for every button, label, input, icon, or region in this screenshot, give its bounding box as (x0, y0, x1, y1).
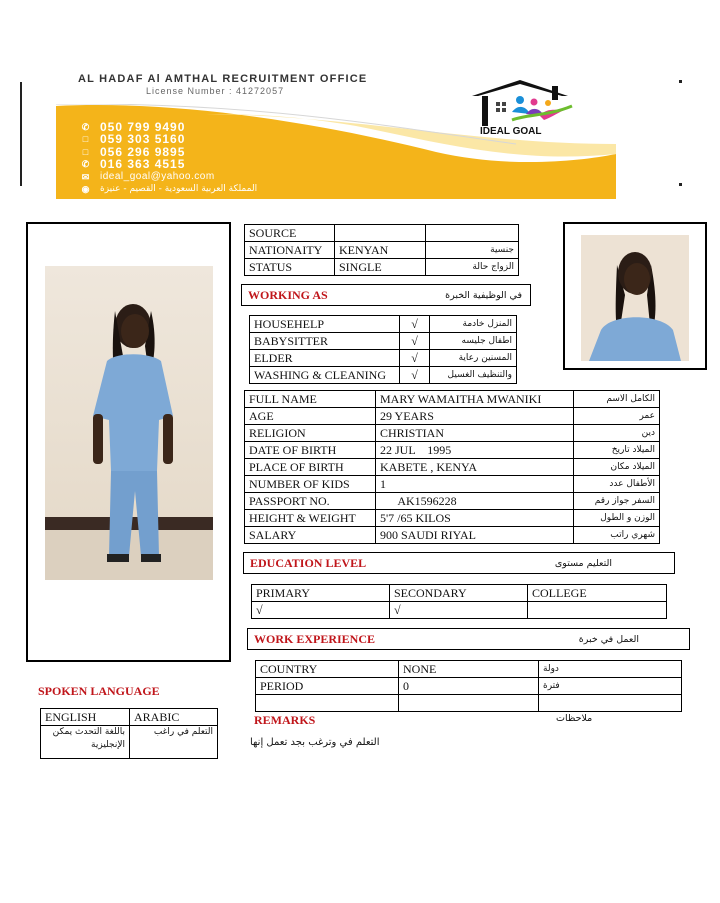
exp-label-ar: دولة (539, 661, 682, 678)
exp-label (256, 695, 399, 712)
table-row (245, 391, 660, 408)
detail-value: 29 YEARS (376, 408, 574, 425)
detail-label: FULL NAME (245, 391, 376, 408)
exp-label-ar (539, 695, 682, 712)
job-label-ar: المسنين رعاية (430, 350, 517, 367)
table-row (245, 510, 660, 527)
detail-label: HEIGHT & WEIGHT (245, 510, 376, 527)
header-corner-dot (679, 80, 682, 83)
table-row (245, 493, 660, 510)
table-row (245, 425, 660, 442)
detail-value: MARY WAMAITHA MWANIKI (376, 391, 574, 408)
email-icon: ✉ (81, 171, 91, 182)
phone-icon: □ (82, 134, 90, 145)
row-value: KENYAN (335, 242, 426, 259)
work-experience-heading (247, 628, 690, 650)
check-mark: √ (400, 350, 430, 367)
row-value (335, 225, 426, 242)
education-heading (243, 552, 675, 574)
work-experience-title: WORK EXPERIENCE (254, 631, 376, 646)
lang-value: باللغة التحدث يمكن الإنجليزية (41, 726, 130, 759)
working-as-heading (241, 284, 531, 306)
education-title: EDUCATION LEVEL (250, 555, 367, 570)
lang-value: التعلم في راغب (130, 726, 218, 759)
exp-label: PERIOD (256, 678, 399, 695)
edu-header: PRIMARY (252, 585, 390, 602)
detail-value: CHRISTIAN (376, 425, 574, 442)
remarks-title: REMARKS (254, 713, 316, 727)
spoken-language-table (40, 708, 218, 759)
detail-label: SALARY (245, 527, 376, 544)
portrait-photo (581, 235, 689, 361)
detail-value: KABETE , KENYA (376, 459, 574, 476)
phone-icon: ✆ (81, 159, 91, 170)
detail-label-ar: الكامل الاسم (574, 391, 660, 408)
job-label: BABYSITTER (250, 333, 400, 350)
detail-value: 1 (376, 476, 574, 493)
remarks-text: التعلم في وترغب بجد تعمل إنها (250, 737, 380, 748)
job-label-ar: اطفال جليسه (430, 333, 517, 350)
phone-4: 016 363 4515 (100, 157, 186, 172)
detail-label: NUMBER OF KIDS (245, 476, 376, 493)
phone-icon: □ (82, 146, 90, 157)
table-row (250, 367, 517, 384)
detail-label: PLACE OF BIRTH (245, 459, 376, 476)
table-row (245, 459, 660, 476)
phone-icon: ✆ (81, 122, 91, 132)
job-label: HOUSEHELP (250, 316, 400, 333)
lang-header: ENGLISH (41, 709, 130, 726)
edu-header: SECONDARY (390, 585, 528, 602)
detail-label: RELIGION (245, 425, 376, 442)
detail-value: AK1596228 (376, 493, 574, 510)
education-title-ar: التعليم مستوى (554, 557, 612, 569)
table-row (245, 259, 519, 276)
table-row (245, 527, 660, 544)
work-experience-title-ar: العمل في خبرة (578, 633, 639, 645)
edu-check: √ (390, 602, 528, 619)
detail-value: 22 JUL 1995 (376, 442, 574, 459)
table-row (250, 316, 517, 333)
work-experience-table (255, 660, 682, 712)
row-label: NATIONAITY (245, 242, 335, 259)
check-mark: √ (400, 333, 430, 350)
working-as-title-ar: في الوظيفية الخبرة (445, 289, 522, 301)
detail-label: AGE (245, 408, 376, 425)
detail-label-ar: الميلاد تاريخ (574, 442, 660, 459)
exp-label: COUNTRY (256, 661, 399, 678)
detail-label-ar: الوزن و الطول (574, 510, 660, 527)
detail-label-ar: شهري راتب (574, 527, 660, 544)
detail-label: PASSPORT NO. (245, 493, 376, 510)
office-name: AL HADAF Al AMTHAL RECRUITMENT OFFICE (78, 73, 368, 85)
detail-value: 5'7 /65 KILOS (376, 510, 574, 527)
exp-value: 0 (399, 678, 539, 695)
address: المملكة العربية السعودية - القصيم - عنيزة (100, 183, 258, 194)
header-corner-dot (679, 183, 682, 186)
detail-label-ar: دين (574, 425, 660, 442)
lang-header: ARABIC (130, 709, 218, 726)
edu-header: COLLEGE (528, 585, 667, 602)
table-row (245, 408, 660, 425)
phone-2: 059 303 5160 (100, 132, 186, 147)
spoken-language-title: SPOKEN LANGUAGE (38, 684, 160, 698)
license-number: License Number : 41272057 (146, 86, 285, 96)
contact-block (80, 121, 257, 195)
detail-label-ar: عمر (574, 408, 660, 425)
working-as-title: WORKING AS (248, 287, 328, 302)
detail-label-ar: السفر جواز رقم (574, 493, 660, 510)
check-mark: √ (400, 316, 430, 333)
table-row (256, 678, 682, 695)
portrait-photo-frame (563, 222, 707, 370)
header-left-rule (20, 82, 22, 186)
row-label: STATUS (245, 259, 335, 276)
edu-check: √ (252, 602, 390, 619)
row-label: SOURCE (245, 225, 335, 242)
detail-label: DATE OF BIRTH (245, 442, 376, 459)
email: ideal_goal@yahoo.com (100, 170, 215, 182)
remarks-title-ar: ملاحظات (556, 713, 593, 724)
table-row (250, 350, 517, 367)
table-row (252, 585, 667, 602)
row-label-ar: جنسية (426, 242, 519, 259)
phone-3: 056 296 9895 (100, 144, 186, 159)
education-table (251, 584, 667, 619)
working-as-table (249, 315, 517, 384)
exp-label-ar: فترة (539, 678, 682, 695)
table-row (256, 661, 682, 678)
table-row (256, 695, 682, 712)
full-body-photo (45, 266, 213, 580)
table-row (245, 242, 519, 259)
detail-label-ar: الميلاد مكان (574, 459, 660, 476)
phone-1: 050 799 9490 (100, 120, 186, 134)
logo-text: IDEAL GOAL (480, 126, 542, 137)
detail-value: 900 SAUDI RIYAL (376, 527, 574, 544)
exp-value: NONE (399, 661, 539, 678)
job-label-ar: المنزل خادمة (430, 316, 517, 333)
table-row (245, 476, 660, 493)
row-value: SINGLE (335, 259, 426, 276)
location-icon: ◉ (81, 183, 91, 194)
job-label: ELDER (250, 350, 400, 367)
table-row (41, 709, 218, 726)
row-label-ar: الزواج حالة (426, 259, 519, 276)
person-figure (45, 266, 213, 580)
table-row (41, 726, 218, 759)
table-row (250, 333, 517, 350)
table-row (252, 602, 667, 619)
table-row (245, 442, 660, 459)
top-info-table (244, 224, 519, 276)
exp-value (399, 695, 539, 712)
row-label-ar (426, 225, 519, 242)
full-body-photo-frame (26, 222, 231, 662)
personal-details-table (244, 390, 660, 544)
edu-check (528, 602, 667, 619)
check-mark: √ (400, 367, 430, 384)
table-row (245, 225, 519, 242)
job-label-ar: والتنظيف الغسيل (430, 367, 517, 384)
detail-label-ar: الأطفال عدد (574, 476, 660, 493)
job-label: WASHING & CLEANING (250, 367, 400, 384)
